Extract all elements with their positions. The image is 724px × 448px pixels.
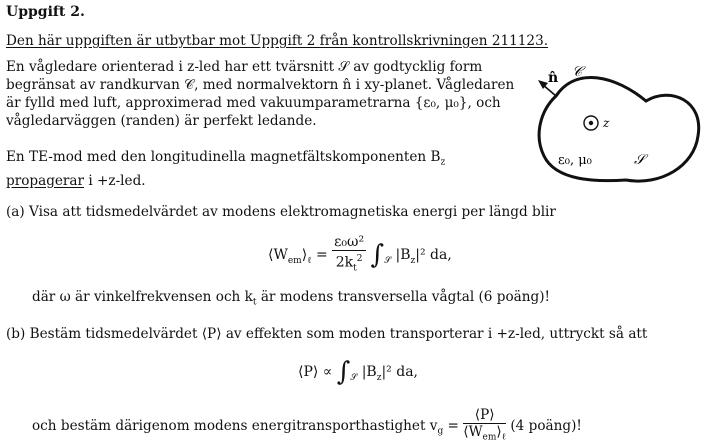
curve-label: 𝒞 bbox=[572, 64, 583, 80]
normal-label: n̂ bbox=[548, 70, 559, 86]
intro-paragraph: En vågledare orienterad i z-led har ett tvärsnitt 𝒮 av godtycklig form begränsat av randkurvan 𝒞, med normalvektorn n̂ i xy-planet. Vågledaren är fylld med luft, approximerad med vakuumparametrarna {ε₀, μ₀}, och vågledarväggen (randen) är perfekt ledande. bbox=[6, 59, 515, 129]
part-b-text: (b) Bestäm tidsmedelvärdet ⟨P⟩ av effekten som moden transporterar i +z-led, uttryckt så att bbox=[6, 326, 648, 342]
velocity-fraction: $\frac{⟨P⟩}{⟨W_{em}⟩_\ell}$ bbox=[463, 407, 507, 443]
te-mode-paragraph: En TE-mod med den longitudinella magnetfältskomponenten $B_z$ propagerar i +z-led. bbox=[6, 149, 446, 189]
part-a-text: (a) Visa att tidsmedelvärdet av modens elektromagnetiska energi per längd blir bbox=[6, 204, 556, 220]
waveguide-figure bbox=[526, 56, 716, 196]
integral-sign: ∫ bbox=[370, 240, 385, 271]
part-b-formula: ⟨P⟩ ∝ $\int_𝒮$ $|B_z|^2$ da, bbox=[298, 357, 418, 387]
part-a-followup: där ω är vinkelfrekvensen och $k_t$ är modens transversella vågtal (6 poäng)! bbox=[32, 289, 550, 308]
propagerar-word: propagerar bbox=[6, 172, 85, 189]
region-label: 𝒮 bbox=[634, 152, 645, 168]
exchange-notice: Den här uppgiften är utbytbar mot Uppgift 2 från kontrollskrivningen 211123. bbox=[6, 33, 549, 49]
params-label: ε₀, μ₀ bbox=[558, 153, 592, 168]
z-label: z bbox=[603, 116, 610, 130]
part-b-followup: och bestäm därigenom modens energitransporthastighet $v_g$ = $\frac{⟨P⟩}{⟨W_{em}⟩_\ell}$ (4 poäng)! bbox=[32, 407, 582, 446]
problem-title: Uppgift 2. bbox=[6, 4, 85, 20]
part-a-formula: $⟨W_{em}⟩_\ell$ = $\frac{\text{ε₀ω²}}{2k_t^2}$ $\int_𝒮$ $|B_z|^2$ da, bbox=[268, 234, 452, 276]
integral-sign: ∫ bbox=[336, 357, 351, 387]
energy-fraction: $\frac{\text{ε₀ω²}}{2k_t^2}$ bbox=[334, 234, 365, 274]
